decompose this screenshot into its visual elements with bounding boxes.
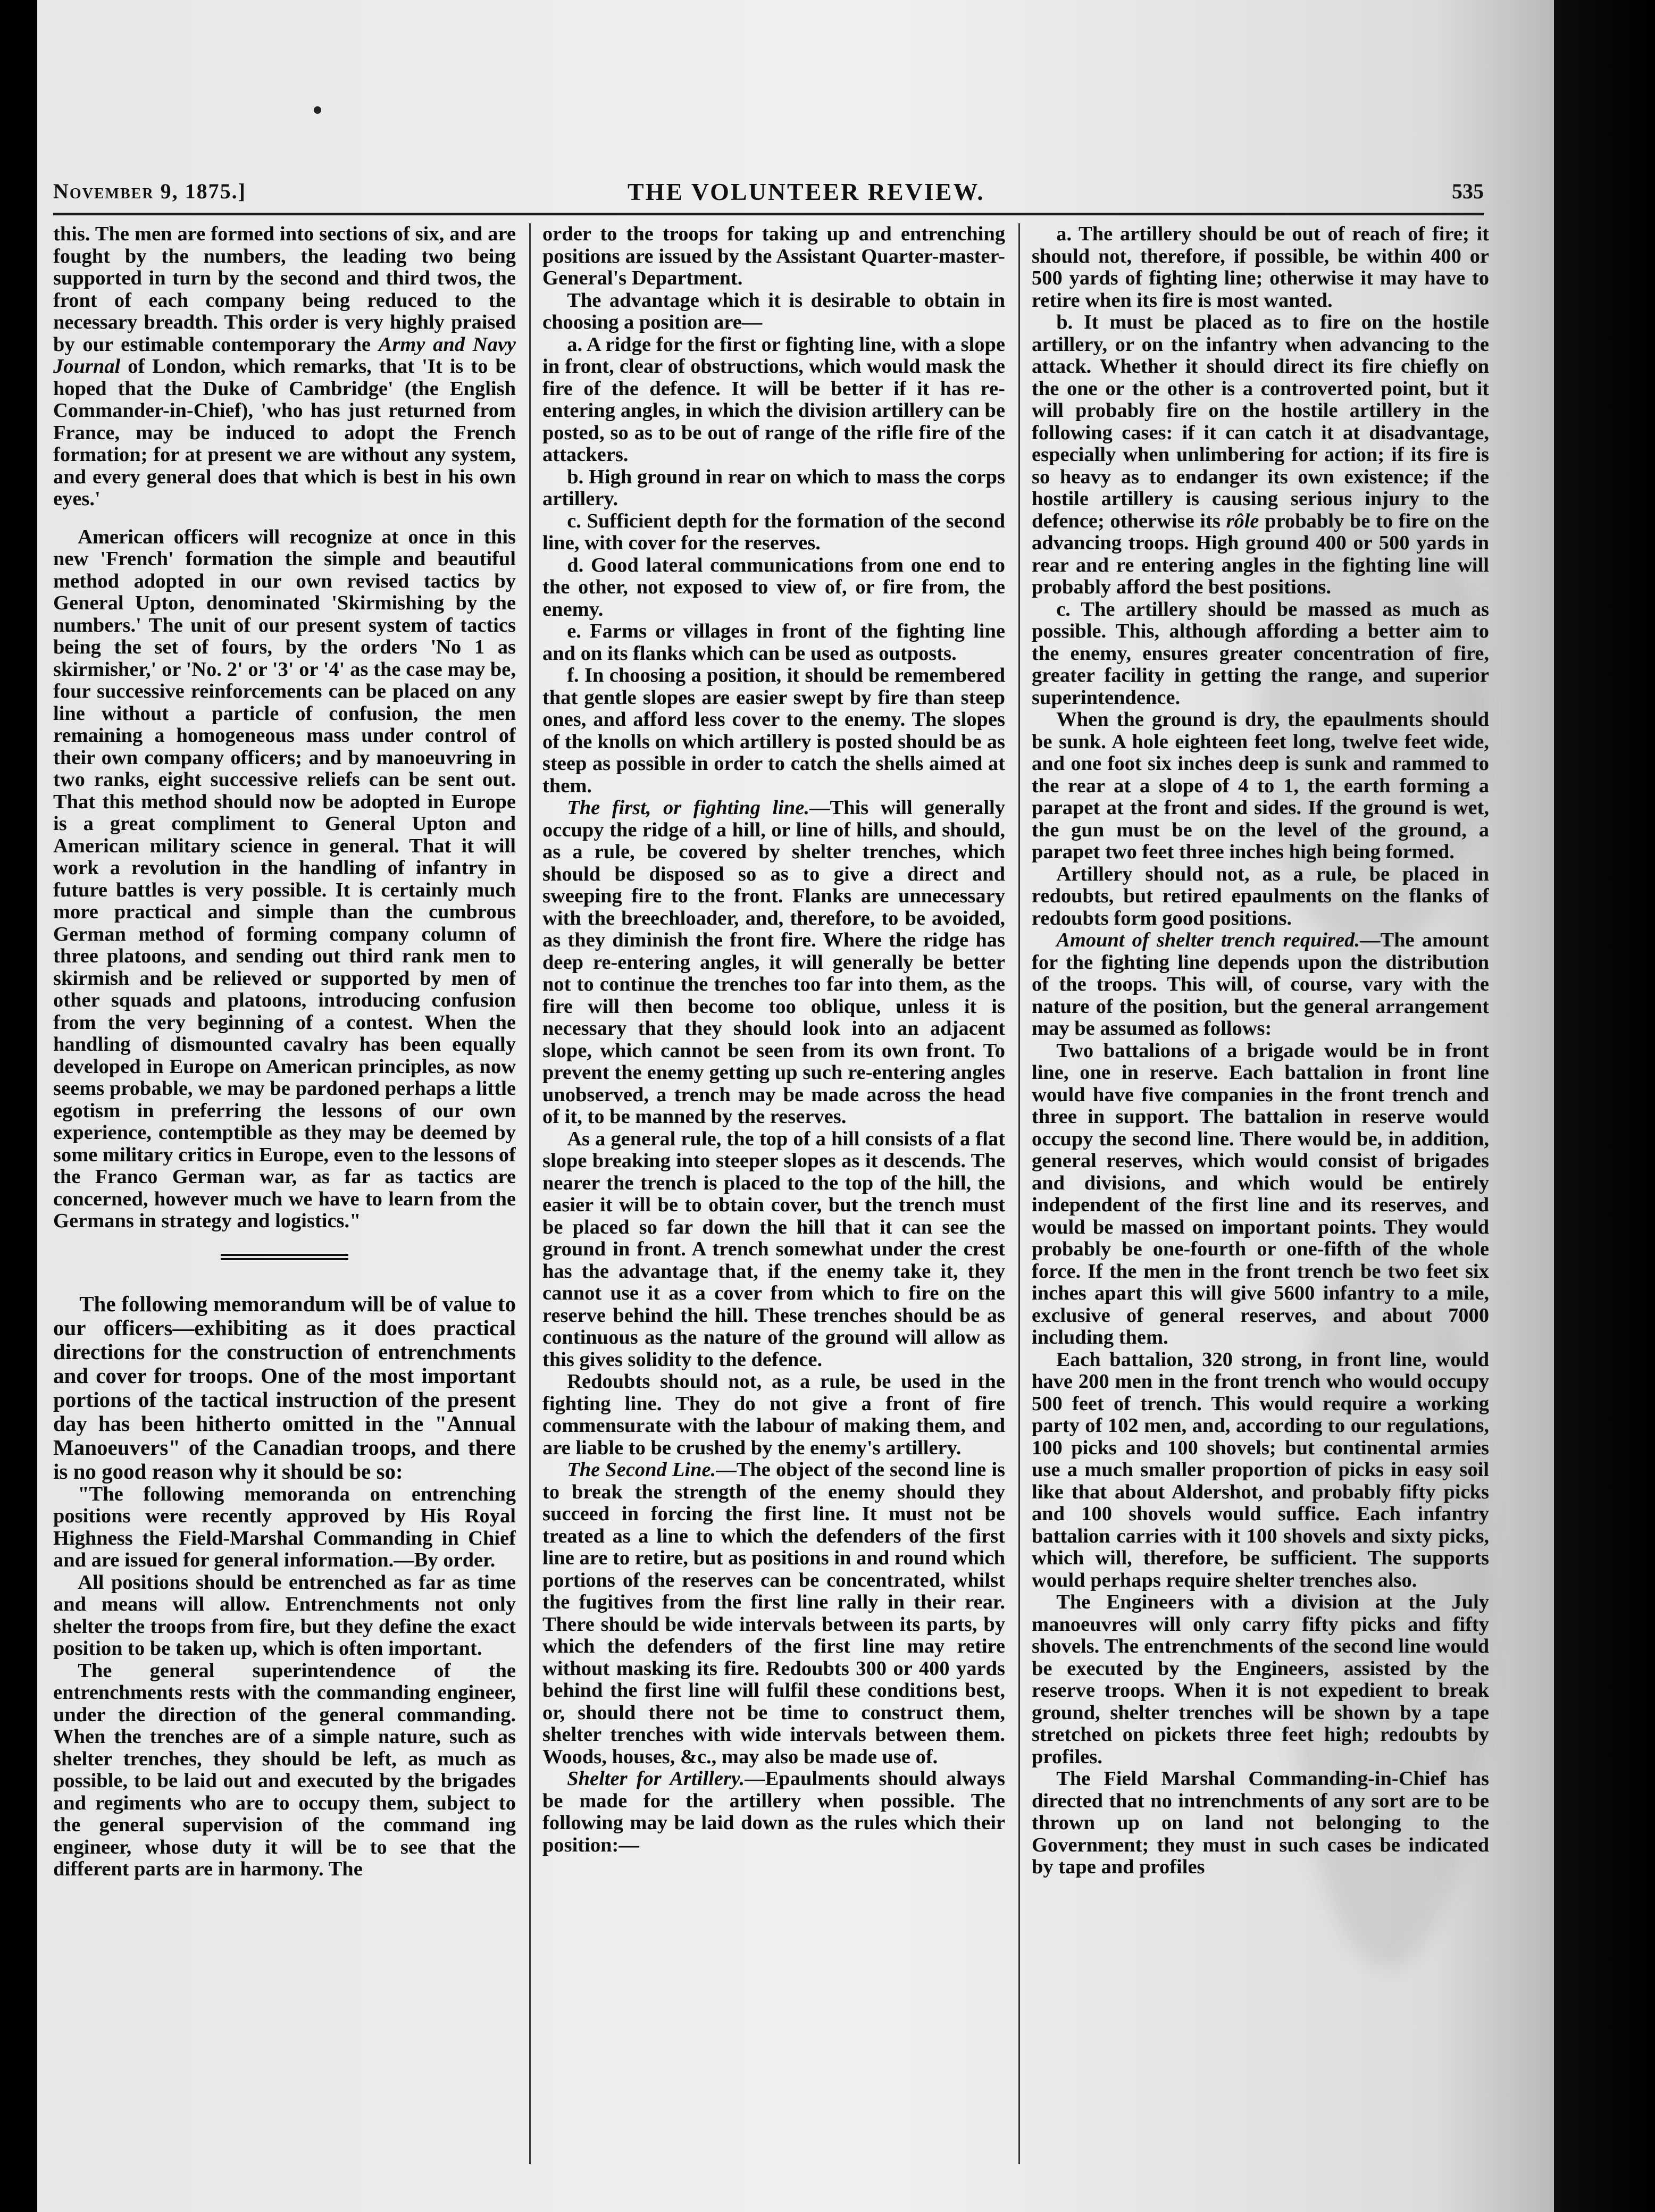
paragraph: The Second Line.—The object of the second line is to break the strength of the enemy should they succeed in forcing the first line. It must not be treated as a line to which the defenders of the first line are to retire, but as positions in and round which portions of the reserves can be concentrated, whilst the fugitives from the first line rally in their rear. There should be wide intervals between its parts, by which the defenders of the first line may retire without masking its fire. Redoubts 300 or 400 yards behind the first line will fulfil these conditions best, or, should there not be time to construct them, shelter trenches with wide intervals between them. Woods, houses, &c., may also be made use of. bbox=[542, 1459, 1005, 1768]
paragraph: The first, or fighting line.—This will generally occupy the ridge of a hill, or line of hills, and should, as a rule, be covered by shelter trenches, which should be disposed so as to give a direct and sweeping fire to the front. Flanks are unnecessary with the breechloader, and, therefore, to be avoided, as they diminish the front fire. Where the ridge has deep re-entering angles, it will generally be better not to continue the trenches too far into them, as the fire will then become too oblique, unless it is necessary that they should look into an adjacent slope, which cannot be seen from its own front. To prevent the enemy getting up such re-entering angles unobserved, a trench may be made across the head of it, to be manned by the reserves. bbox=[542, 797, 1005, 1128]
paragraph: c. The artillery should be massed as much as possible. This, although affording a better aim to the enemy, ensures greater concentration of fire, greater facility in getting the range, and superior superintendence. bbox=[1032, 598, 1489, 709]
paragraph: b. It must be placed as to fire on the hostile artillery, or on the infantry when advancing to the attack. Whether it should direct its fire chiefly on the one or the other is a controverted point, but it will probably fire on the hostile artillery in the following cases: if it can catch it at disadvantage, especially when unlimbering for action; if its fire is so heavy as to endanger its own existence; if the hostile artillery is causing serious injury to the defence; otherwise its rôle probably be to fire on the advancing troops. High ground 400 or 500 yards in rear and re entering angles in the fighting line will probably afford the best positions. bbox=[1032, 311, 1489, 598]
column-divider bbox=[529, 223, 531, 2164]
paragraph: When the ground is dry, the epaulments should be sunk. A hole eighteen feet long, twelve feet wide, and one foot six inches deep is sunk and rammed to the rear at a slope of 4 to 1, the earth forming a parapet at the front and sides. If the ground is wet, the gun must be on the level of the ground, a parapet two feet three inches high being formed. bbox=[1032, 708, 1489, 863]
paragraph: order to the troops for taking up and entrenching positions are issued by the Assistant Quarter-master-General's Department. bbox=[542, 223, 1005, 289]
paragraph: this. The men are formed into sections of six, and are fought by the numbers, the leading two being supported in turn by the second and third twos, the front of each company being reduced to the necessary breadth. This order is very highly praised by our estimable contemporary the Army and Navy Journal of London, which remarks, that 'It is to be hoped that the Duke of Cambridge' (the English Commander-in-Chief), 'who has just returned from France, may be induced to adopt the French formation; for at present we are without any system, and every general does that which is best in his own eyes.' bbox=[53, 223, 516, 510]
column-divider bbox=[1018, 223, 1020, 2164]
paragraph: Redoubts should not, as a rule, be used in the fighting line. They do not give a front of fire commensurate with the labour of making them, and are liable to be crushed by the enemy's artillery. bbox=[542, 1370, 1005, 1459]
paragraph: a. The artillery should be out of reach of fire; it should not, therefore, if possible, be within 400 or 500 yards of fighting line; otherwise it may have to retire when its fire is most wanted. bbox=[1032, 223, 1489, 312]
paragraph: Amount of shelter trench required.—The amount for the fighting line depends upon the distribution of the troops. This will, of course, vary with the nature of the position, but the general arrangement may be assumed as follows: bbox=[1032, 929, 1489, 1040]
header-rule bbox=[53, 213, 1484, 215]
paragraph: c. Sufficient depth for the formation of the second line, with cover for the reserves. bbox=[542, 509, 1005, 554]
paragraph: American officers will recognize at once in this new 'French' formation the simple and beautiful method adopted in our own revised tactics by General Upton, denominated 'Skirmishing by the numbers.' The unit of our present system of tactics being the set of fours, by the orders 'No 1 as skirmisher,' or 'No. 2' or '3' or '4' as the case may be, four successive reinforcements can be placed on any line without a particle of confusion, the men remaining a homogeneous mass under control of their own company officers; and by manoeuvring in two ranks, eight successive reliefs can be sent out. That this method should now be adopted in Europe is a great compliment to General Upton and American military science in general. That it will work a revolution in the handling of infantry in future battles is very possible. It is certainly much more practical and simple than the cumbrous German method of forming company column of three platoons, and sending out third rank men to skirmish and be relieved or supported by men of other squads and platoons, introducing confusion from the very beginning of a contest. When the handling of dismounted cavalry has been equally developed in Europe on American principles, as now seems probable, we may be pardoned perhaps a little egotism in preferring the lessons of our own experience, contemptible as they may be deemed by some military critics in Europe, even to the lessons of the Franco German war, as far as tactics are concerned, however much we have to learn from the Germans in strategy and logistics." bbox=[53, 525, 516, 1232]
paragraph: Each battalion, 320 strong, in front line, would have 200 men in the front trench who would occupy 500 feet of trench. This would require a working party of 102 men, and, according to our regulations, 100 picks and 100 shovels; but continental armies use a much smaller proportion of picks in easy soil like that about Aldershot, and probably fifty picks and 100 shovels would suffice. Each infantry battalion carries with it 100 shovels and sixty picks, which will, therefore, be sufficient. The supports would perhaps require shelter trenches also. bbox=[1032, 1348, 1489, 1591]
paragraph: d. Good lateral communications from one end to the other, not exposed to view of, or fire from, the enemy. bbox=[542, 554, 1005, 621]
column-right bbox=[1032, 223, 1489, 2191]
paragraph: Two battalions of a brigade would be in front line, one in reserve. Each battalion in front line would have five companies in the front trench and three in support. The battalion in reserve would occupy the second line. There would be, in addition, general reserves, which would consist of brigades and divisions, and which would be entirely independent of the first line and its reserves, and would be massed on important points. They would probably be one-fourth or one-fifth of the whole force. If the men in the front trench be two feet six inches apart this will give 5600 infantry to a mile, exclusive of general reserves, and about 7000 including them. bbox=[1032, 1039, 1489, 1348]
subheading: The first, or fighting line. bbox=[567, 797, 810, 819]
page-header bbox=[53, 175, 1484, 218]
page-number: 535 bbox=[1452, 179, 1484, 203]
column-middle bbox=[542, 223, 1005, 2191]
paragraph: Artillery should not, as a rule, be placed in redoubts, but retired epaulments on the flanks of redoubts form good positions. bbox=[1032, 862, 1489, 929]
paragraph: Shelter for Artillery.—Epaulments should always be made for the artillery when possible. The following may be laid down as the rules which their position:— bbox=[542, 1767, 1005, 1856]
section-divider bbox=[221, 1254, 348, 1260]
scan-border-right bbox=[1554, 0, 1655, 2212]
scan-border-left bbox=[0, 0, 37, 2212]
paragraph: The Engineers with a division at the July manoeuvres will only carry fifty picks and fifty shovels. The entrenchments of the second line would be executed by the Engineers, assisted by the reserve troops. When it is not expedient to break ground, shelter trenches will be shown by a tape stretched on pickets three feet high; redoubts by profiles. bbox=[1032, 1591, 1489, 1768]
column-left bbox=[53, 223, 516, 2191]
paragraph: The general superintendence of the entrenchments rests with the commanding engineer, under the direction of the general commanding. When the trenches are of a simple nature, such as shelter trenches, they should be left, as much as possible, to be laid out and executed by the brigades and regiments who are to occupy them, subject to the general supervision of the command ing engineer, whose duty it will be to see that the different parts are in harmony. The bbox=[53, 1659, 516, 1880]
paragraph: "The following memoranda on entrenching positions were recently approved by His Royal Highness the Field-Marshal Commanding in Chief and are issued for general information.—By order. bbox=[53, 1482, 516, 1571]
newspaper-page bbox=[37, 0, 1554, 2212]
ink-dot bbox=[314, 106, 321, 114]
paragraph: e. Farms or villages in front of the fighting line and on its flanks which can be used as outposts. bbox=[542, 620, 1005, 665]
paragraph: f. In choosing a position, it should be remembered that gentle slopes are easier swept by fire than steep ones, and afford less cover to the enemy. The slopes of the knolls on which artillery is posted should be as steep as possible in order to catch the shells aimed at them. bbox=[542, 664, 1005, 797]
paragraph: The following memorandum will be of value to our officers—exhibiting as it does practical directions for the construction of entrenchments and cover for troops. One of the most important portions of the tactical instruction of the present day has been hitherto omitted in the "Annual Manoeuvers" of the Canadian troops, and there is no good reason why it should be so: bbox=[53, 1291, 516, 1484]
paragraph: The advantage which it is desirable to obtain in choosing a position are— bbox=[542, 289, 1005, 333]
publication-title: THE VOLUNTEER REVIEW. bbox=[628, 178, 985, 205]
paragraph: a. A ridge for the first or fighting line, with a slope in front, clear of obstructions, which would mask the fire of the defence. It will be better if it has re-entering angles, in which the division artillery can be posted, so as to be out of range of the rifle fire of the attackers. bbox=[542, 333, 1005, 466]
subheading: Amount of shelter trench required. bbox=[1056, 929, 1360, 951]
paragraph: All positions should be entrenched as far as time and means will allow. Entrenchments not only shelter the troops from fire, but they define the exact position to be taken up, which is often important. bbox=[53, 1571, 516, 1660]
issue-date: November 9, 1875.] bbox=[53, 179, 246, 203]
subheading: Shelter for Artillery. bbox=[567, 1767, 745, 1790]
paragraph: b. High ground in rear on which to mass the corps artillery. bbox=[542, 465, 1005, 510]
paragraph: As a general rule, the top of a hill consists of a flat slope breaking into steeper slopes as it descends. The nearer the trench is placed to the top of the hill, the easier it will be to obtain cover, but the trench must be placed so far down the hill that it can see the ground in front. A trench somewhat under the crest has the advantage that, if the enemy take it, they cannot use it as a cover from which to fire on the reserve behind the hill. These trenches should be as continuous as the nature of the ground will allow as this gives solidity to the defence. bbox=[542, 1127, 1005, 1371]
paragraph: The Field Marshal Commanding-in-Chief has directed that no intrenchments of any sort are to be thrown up on land not belonging to the Government; they must in such cases be indicated by tape and profiles bbox=[1032, 1767, 1489, 1878]
subheading: The Second Line. bbox=[567, 1459, 716, 1481]
